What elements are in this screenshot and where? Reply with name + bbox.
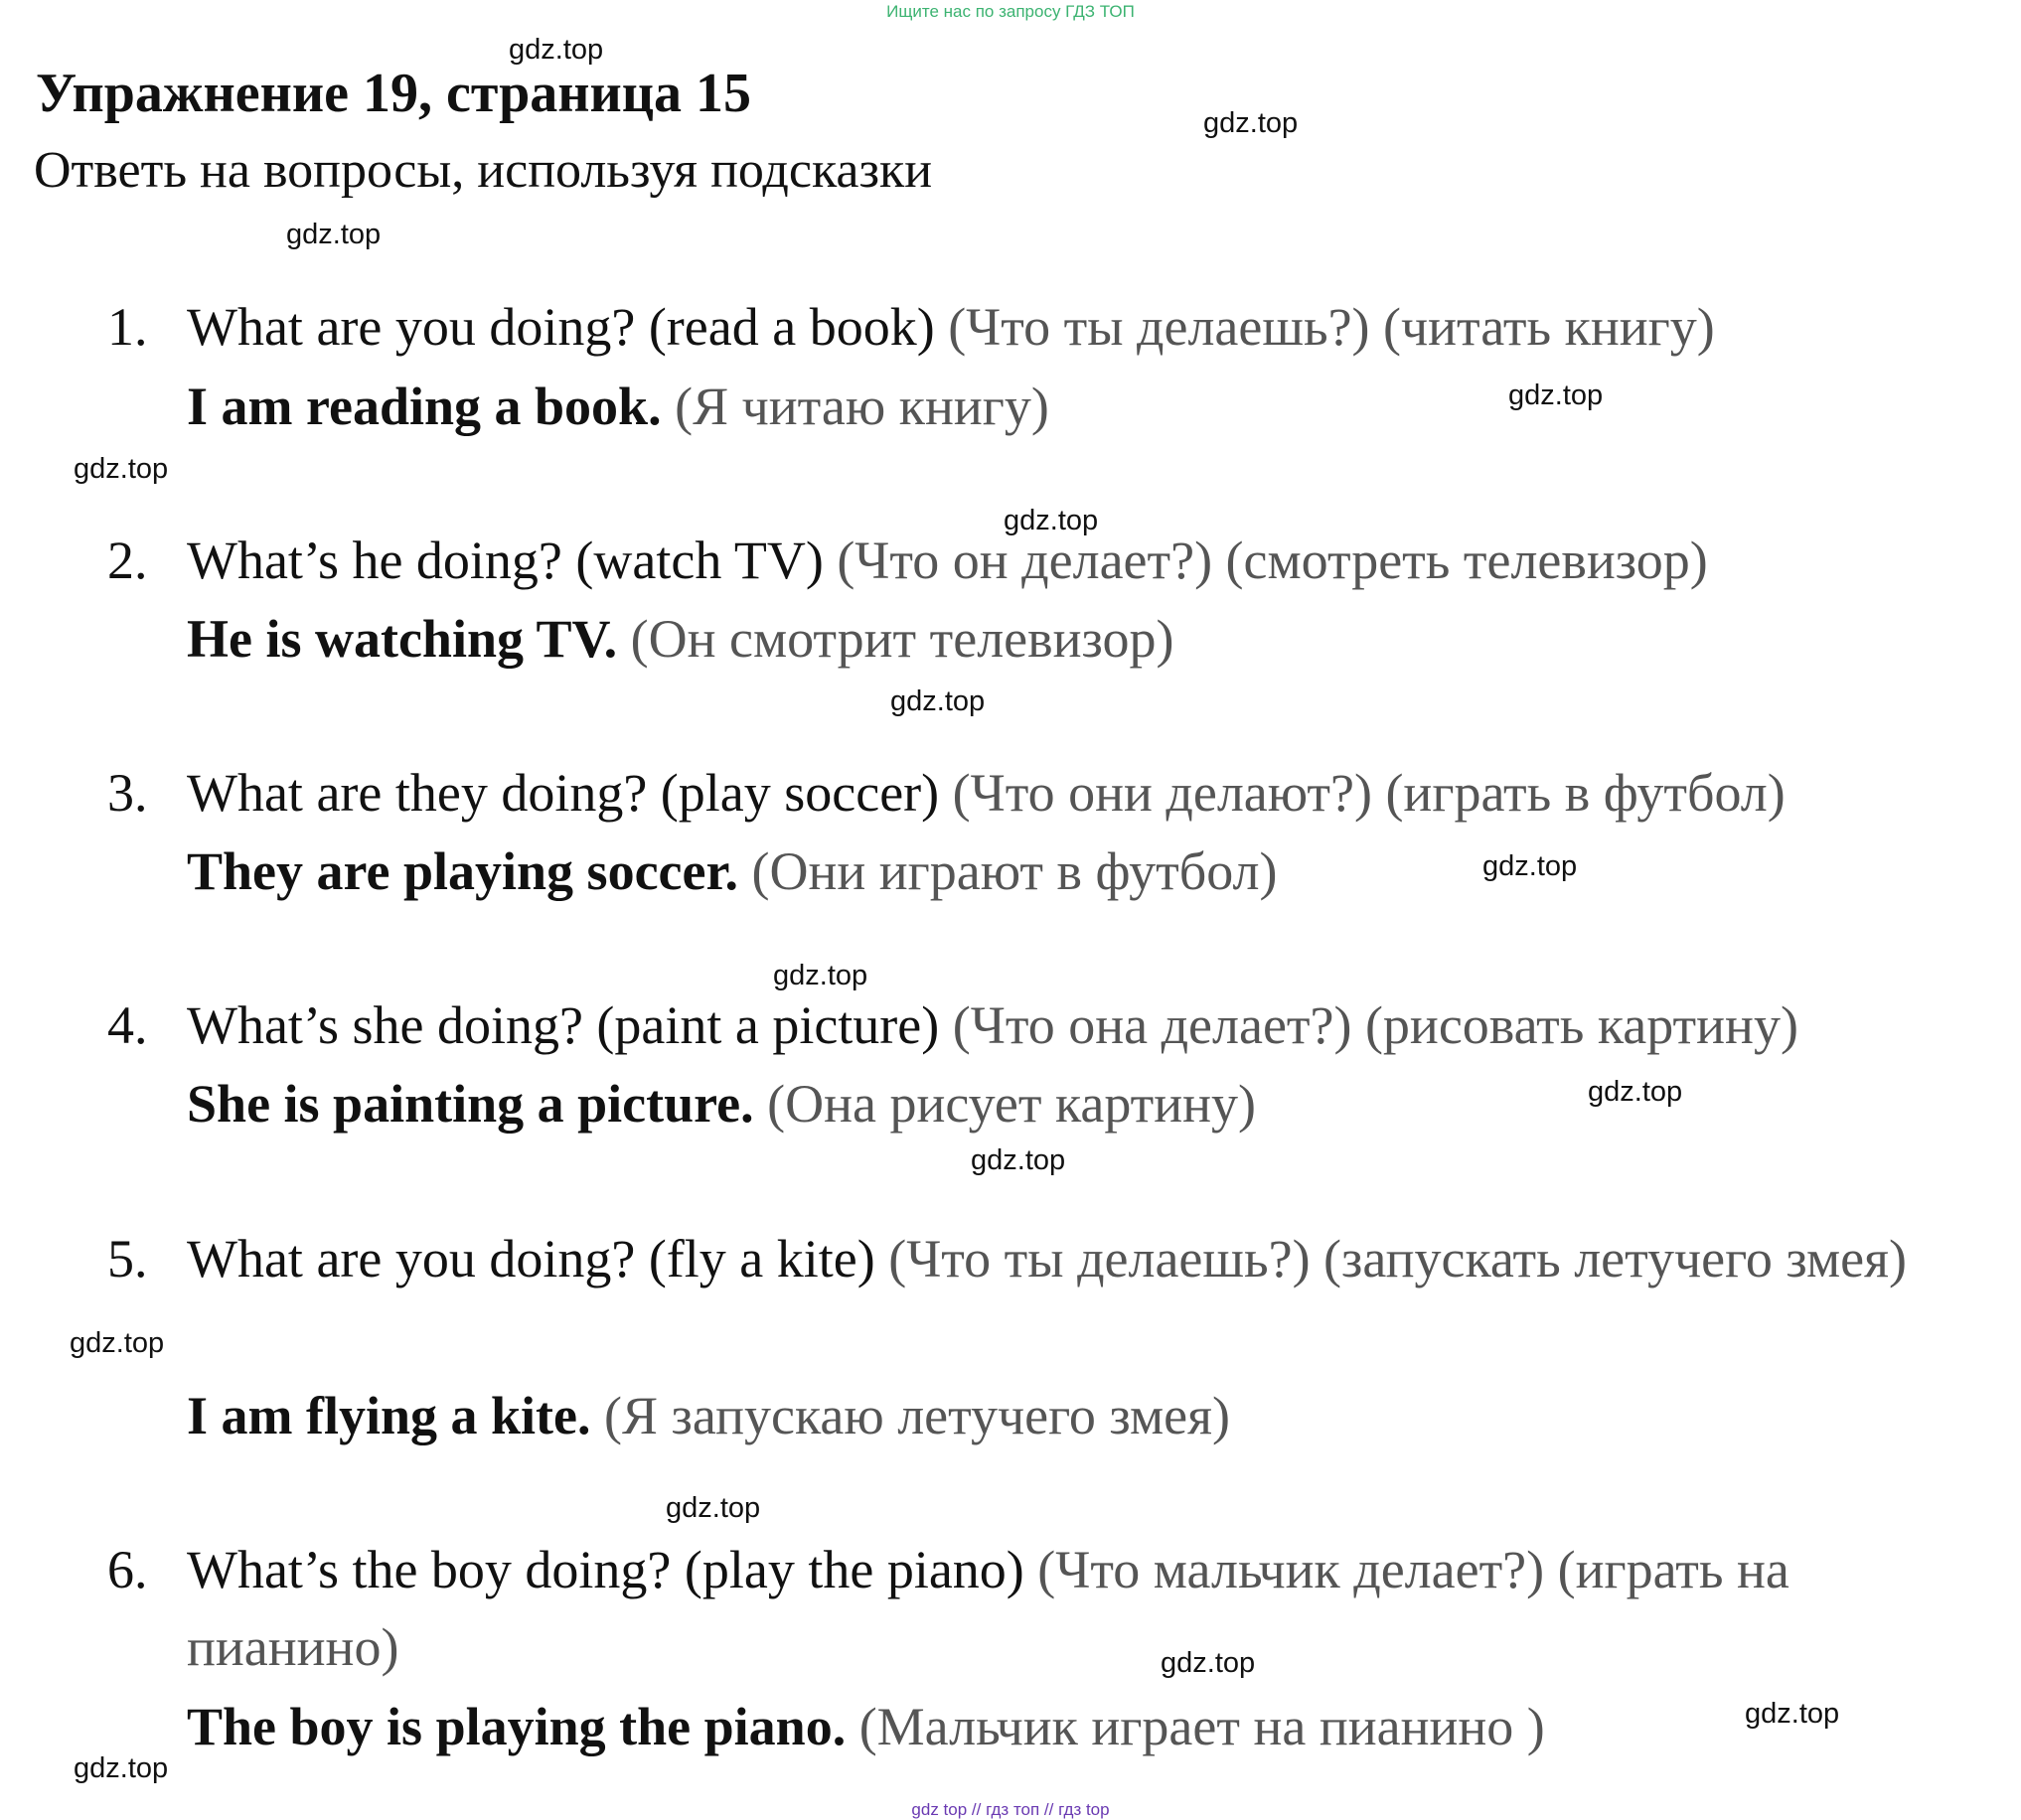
watermark-text: gdz.top (1508, 379, 1604, 411)
answer-en: I am reading a book. (187, 377, 662, 436)
item-answer (187, 600, 1995, 678)
item-number: 4. (107, 995, 148, 1055)
watermark-text: gdz.top (286, 219, 382, 250)
item-number: 3. (107, 763, 148, 823)
question-en: What’s she doing? (paint a picture) (187, 995, 940, 1055)
item-question (187, 288, 1995, 366)
item-question (187, 1220, 1995, 1297)
watermark-text: gdz.top (1203, 107, 1299, 139)
item-answer (187, 1688, 1995, 1765)
question-ru: (Что ты делаешь?) (читать книгу) (948, 297, 1715, 357)
item-number: 1. (107, 297, 148, 357)
question-ru: (Что ты делаешь?) (запускать летучего змея) (888, 1229, 1907, 1289)
item-question (187, 754, 1995, 832)
question-en: What’s the boy doing? (play the piano) (187, 1540, 1024, 1599)
answer-ru: (Я читаю книгу) (675, 377, 1049, 436)
watermark-text: gdz.top (1004, 505, 1099, 536)
question-en: What are you doing? (fly a kite) (187, 1229, 875, 1289)
answer-ru: (Я запускаю летучего змея) (604, 1386, 1230, 1445)
question-en: What are you doing? (read a book) (187, 297, 935, 357)
watermark-text: gdz.top (773, 960, 868, 991)
watermark-text: gdz.top (1588, 1076, 1683, 1108)
watermark-text: gdz.top (971, 1144, 1066, 1176)
page-subtitle: Ответь на вопросы, используя подсказки (34, 142, 933, 199)
item-answer (187, 1377, 1995, 1454)
question-en: What’s he doing? (watch TV) (187, 531, 824, 590)
question-ru: (Что он делает?) (смотреть телевизор) (837, 531, 1708, 590)
question-ru: (Что она делает?) (рисовать картину) (952, 995, 1798, 1055)
question-ru: (Что они делают?) (играть в футбол) (952, 763, 1786, 823)
watermark-text: gdz.top (1161, 1647, 1256, 1679)
answer-en: The boy is playing the piano. (187, 1697, 847, 1756)
watermark-text: gdz.top (70, 1327, 165, 1359)
page-title: Упражнение 19, страница 15 (36, 63, 752, 124)
watermark-text: gdz.top (666, 1492, 761, 1524)
watermark-text: gdz.top (74, 1752, 169, 1784)
item-question (187, 1531, 1995, 1686)
watermark-text: gdz.top (1482, 850, 1578, 882)
item-number: 5. (107, 1229, 148, 1289)
item-question (187, 986, 1995, 1064)
item-answer (187, 833, 1995, 910)
footer-watermark: gdz top // гдз топ // гдз top (911, 1800, 1110, 1819)
question-ru: (Что мальчик делает?) (играть на пианино) (187, 1540, 1789, 1677)
answer-ru: (Он смотрит телевизор) (630, 609, 1174, 669)
item-answer (187, 1065, 1995, 1142)
item-answer (187, 368, 1995, 445)
answer-ru: (Они играют в футбол) (751, 841, 1278, 901)
top-banner: Ищите нас по запросу ГДЗ ТОП (886, 2, 1135, 21)
watermark-text: gdz.top (74, 453, 169, 485)
watermark-text: gdz.top (509, 34, 604, 66)
item-number: 2. (107, 531, 148, 590)
answer-en: He is watching TV. (187, 609, 618, 669)
answer-ru: (Она рисует картину) (767, 1074, 1257, 1134)
watermark-text: gdz.top (890, 685, 986, 717)
answer-en: I am flying a kite. (187, 1386, 591, 1445)
answer-en: They are playing soccer. (187, 841, 738, 901)
watermark-text: gdz.top (1745, 1698, 1840, 1730)
item-number: 6. (107, 1540, 148, 1599)
answer-en: She is painting a picture. (187, 1074, 754, 1134)
answer-ru: (Мальчик играет на пианино ) (858, 1697, 1545, 1756)
question-en: What are they doing? (play soccer) (187, 763, 940, 823)
